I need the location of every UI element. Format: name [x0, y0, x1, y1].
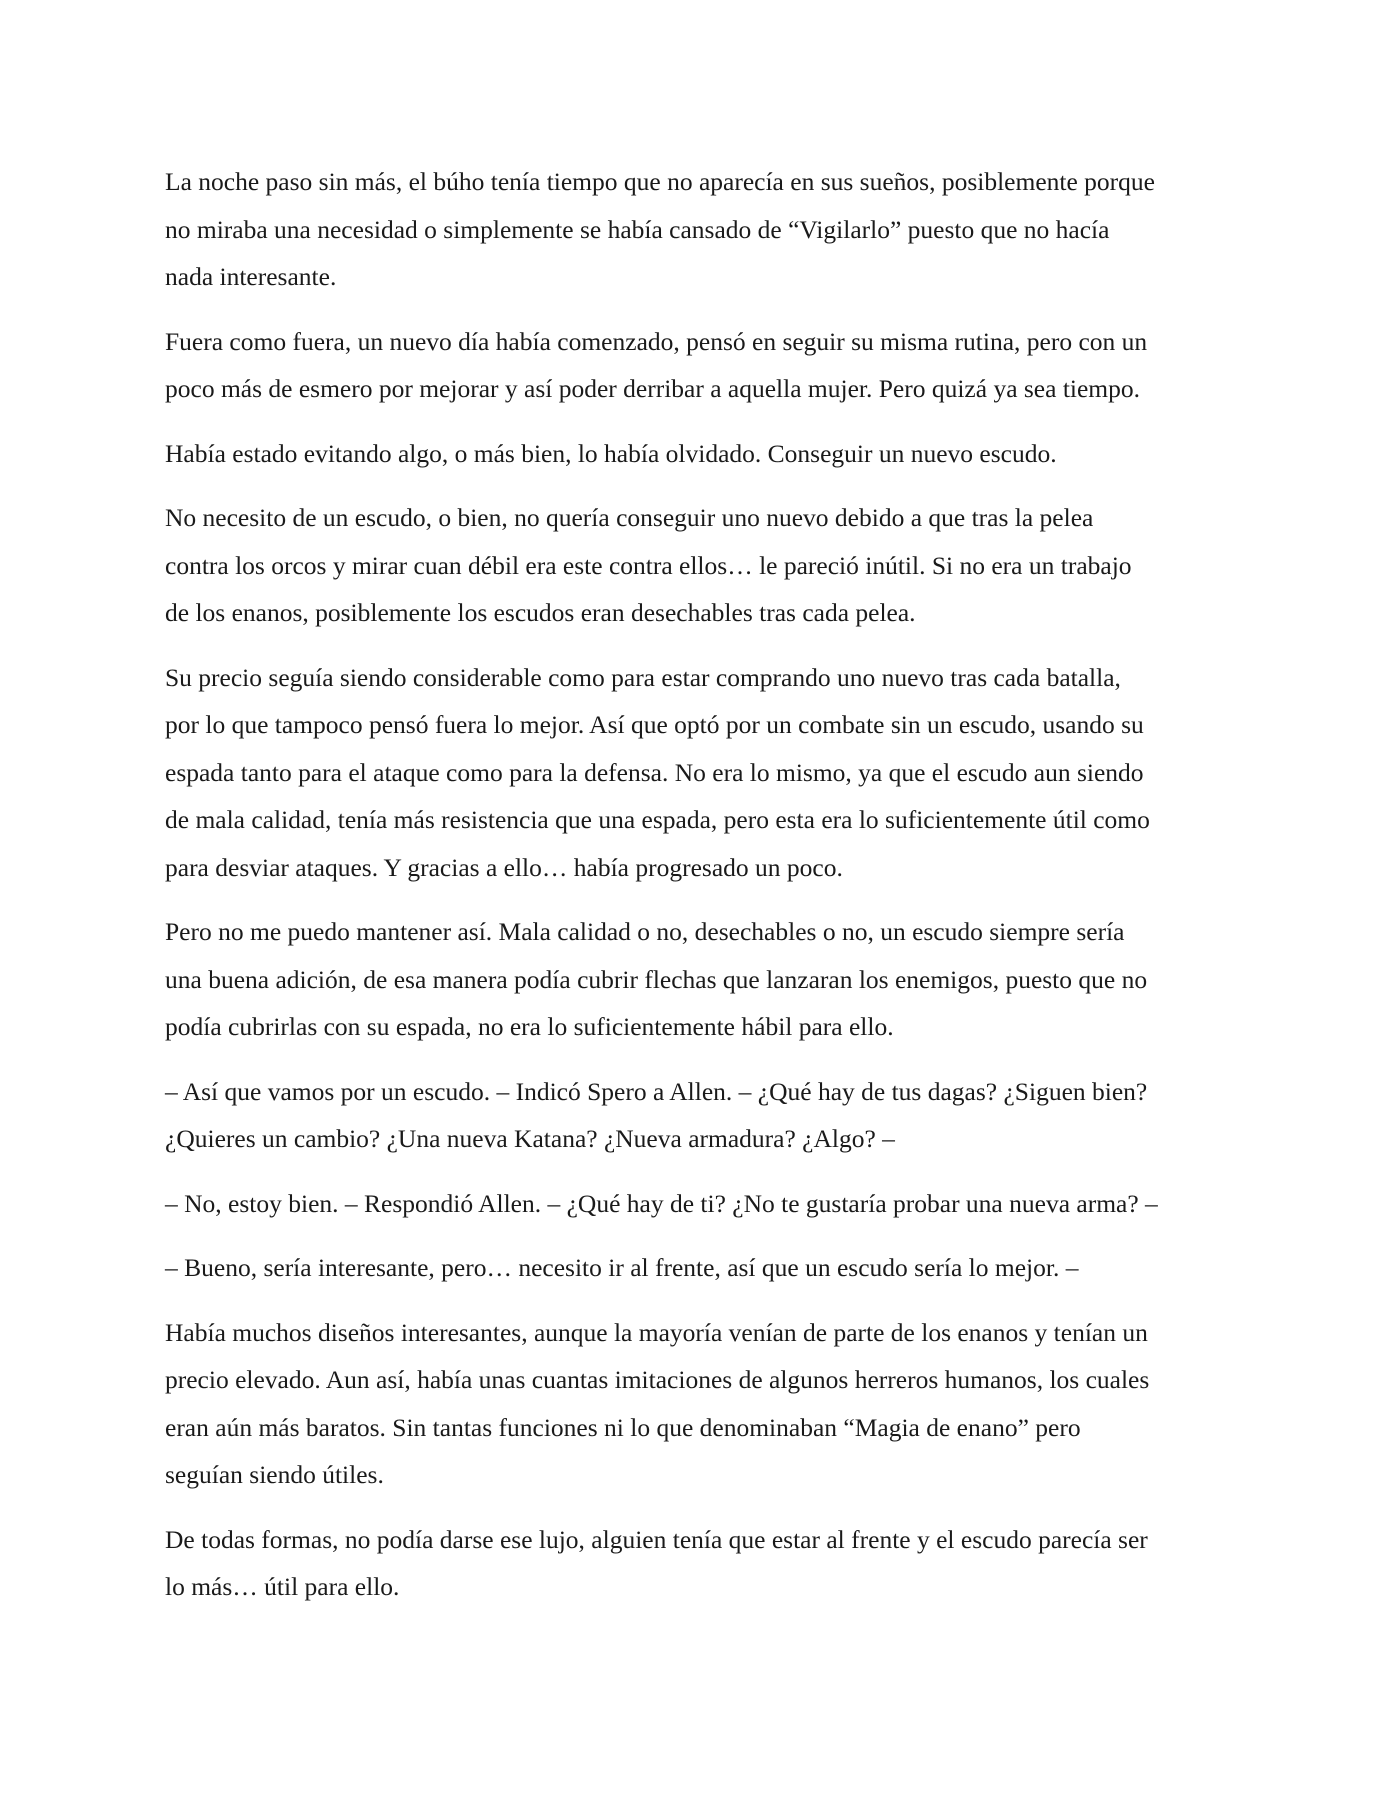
paragraph-9-dialogue	[165, 1244, 1245, 1292]
text-line: No necesito de un escudo, o bien, no quería conseguir uno nuevo debido a que tras la pelea	[165, 503, 1094, 532]
text-line: eran aún más baratos. Sin tantas funciones ni lo que denominaban “Magia de enano” pero	[165, 1412, 1081, 1442]
text-line: poco más de esmero por mejorar y así poder derribar a aquella mujer. Pero quizá ya sea tiempo.	[165, 374, 1141, 403]
text-line: ¿Quieres un cambio? ¿Una nueva Katana? ¿Nueva armadura? ¿Algo? –	[165, 1124, 895, 1153]
paragraph-10	[165, 1309, 1245, 1499]
text-line: de mala calidad, tenía más resistencia que una espada, pero esta era lo suficientemente útil como	[165, 805, 1150, 834]
text-line: Fuera como fuera, un nuevo día había comenzado, pensó en seguir su misma rutina, pero con un	[165, 326, 1148, 356]
paragraph-2	[165, 318, 1245, 413]
paragraph-7-dialogue	[165, 1068, 1245, 1163]
text-line: no miraba una necesidad o simplemente se había cansado de “Vigilarlo” puesto que no hacía	[165, 214, 1110, 244]
paragraph-3	[165, 430, 1245, 478]
text-line: Pero no me puedo mantener así. Mala calidad o no, desechables o no, un escudo siempre sería	[165, 917, 1125, 946]
text-line: podía cubrirlas con su espada, no era lo suficientemente hábil para ello.	[165, 1012, 894, 1041]
text-line: Había estado evitando algo, o más bien, lo había olvidado. Conseguir un nuevo escudo.	[165, 438, 1057, 468]
text-line: una buena adición, de esa manera podía cubrir flechas que lanzaran los enemigos, puesto que no	[165, 964, 1148, 994]
text-line: – No, estoy bien. – Respondió Allen. – ¿Qué hay de ti? ¿No te gustaría probar una nueva arma? –	[165, 1188, 1158, 1218]
text-line: por lo que tampoco pensó fuera lo mejor. Así que optó por un combate sin un escudo, usando su	[165, 710, 1144, 739]
text-line: espada tanto para el ataque como para la defensa. No era lo mismo, ya que el escudo aun siendo	[165, 757, 1144, 787]
text-line: – Así que vamos por un escudo. – Indicó Spero a Allen. – ¿Qué hay de tus dagas? ¿Siguen bien?	[165, 1076, 1148, 1106]
paragraph-1	[165, 158, 1245, 301]
text-line: lo más… útil para ello.	[165, 1572, 400, 1601]
text-line: Había muchos diseños interesantes, aunque la mayoría venían de parte de los enanos y tenían un	[165, 1317, 1148, 1347]
paragraph-8-dialogue	[165, 1180, 1245, 1228]
text-line: de los enanos, posiblemente los escudos eran desechables tras cada pelea.	[165, 598, 916, 627]
paragraph-6	[165, 908, 1245, 1051]
body-text	[165, 158, 1245, 1628]
paragraph-5	[165, 654, 1245, 892]
text-line: seguían siendo útiles.	[165, 1460, 384, 1489]
text-line: precio elevado. Aun así, había unas cuantas imitaciones de algunos herreros humanos, los cuales	[165, 1365, 1150, 1394]
text-line: contra los orcos y mirar cuan débil era este contra ellos… le pareció inútil. Si no era un trabajo	[165, 550, 1132, 580]
text-line: – Bueno, sería interesante, pero… necesito ir al frente, así que un escudo sería lo mejor. –	[165, 1253, 1079, 1282]
text-line: para desviar ataques. Y gracias a ello… había progresado un poco.	[165, 852, 843, 882]
text-line: De todas formas, no podía darse ese lujo, alguien tenía que estar al frente y el escudo parecía ser	[165, 1524, 1148, 1554]
text-line: nada interesante.	[165, 262, 337, 291]
text-line: Su precio seguía siendo considerable como para estar comprando uno nuevo tras cada batalla,	[165, 662, 1121, 692]
paragraph-11	[165, 1516, 1245, 1611]
paragraph-4	[165, 494, 1245, 637]
text-line: La noche paso sin más, el búho tenía tiempo que no aparecía en sus sueños, posiblemente porque	[165, 167, 1155, 196]
